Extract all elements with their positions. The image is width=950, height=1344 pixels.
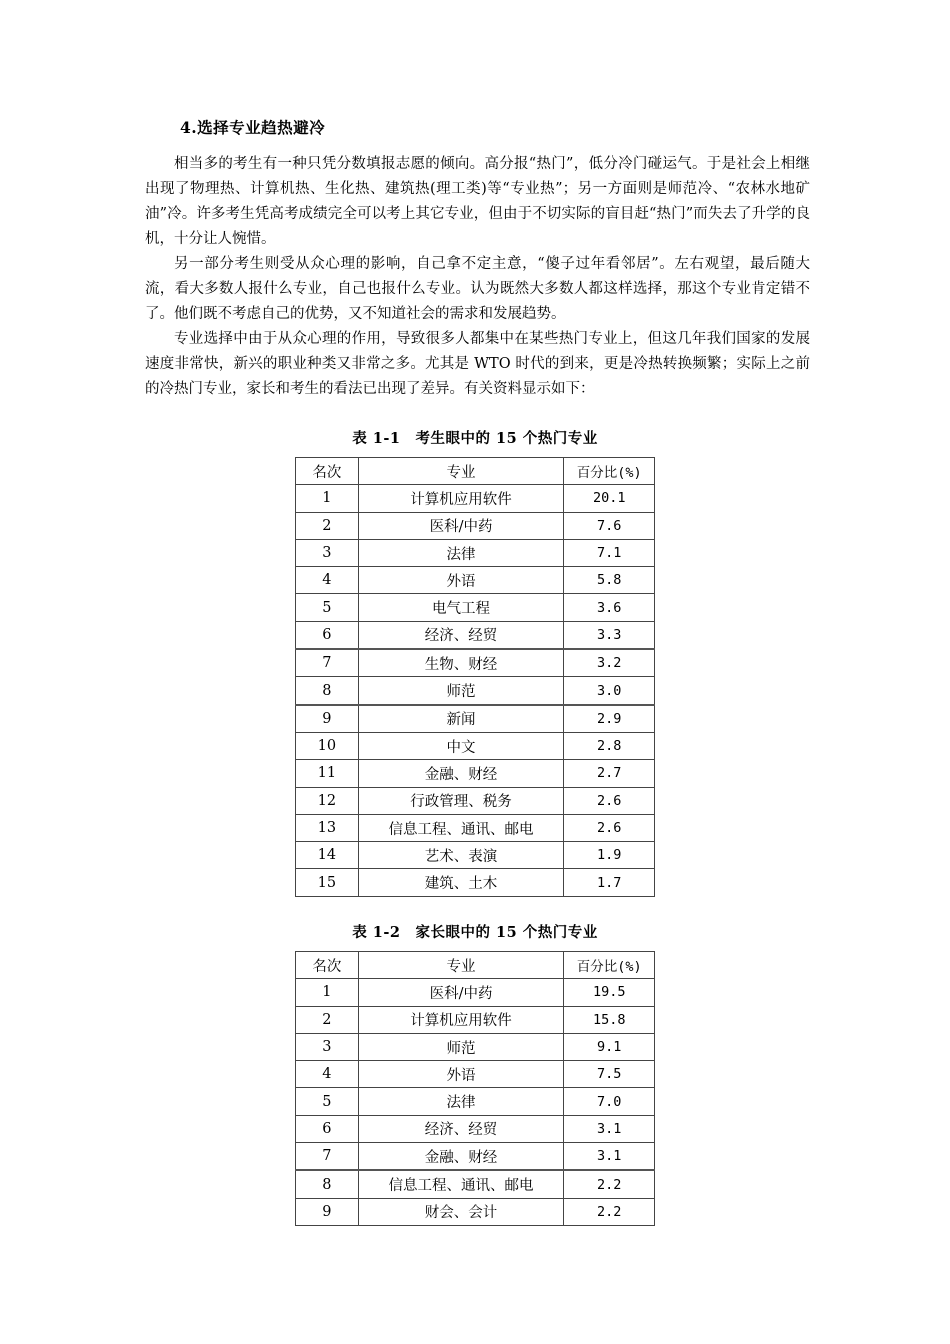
table-row bbox=[296, 594, 655, 621]
table-row bbox=[296, 621, 655, 649]
percent-cell: 9.1 bbox=[564, 1033, 655, 1060]
rank-cell: 3 bbox=[296, 1033, 359, 1060]
percent-cell: 3.1 bbox=[564, 1115, 655, 1142]
rank-cell: 7 bbox=[296, 1143, 359, 1171]
paragraph: 另一部分考生则受从众心理的影响，自己拿不定主意，“傻子过年看邻居”。左右观望，最后随大流，看大多数人报什么专业，自己也报什么专业。认为既然大多数人都这样选择，那这个专业肯定错不了。他们既不考虑自己的优势，又不知道社会的需求和发展趋势。 bbox=[145, 256, 810, 322]
major-cell: 法律 bbox=[358, 1088, 564, 1115]
percent-cell: 3.3 bbox=[564, 621, 655, 649]
major-cell: 师范 bbox=[358, 1033, 564, 1060]
body-text bbox=[145, 152, 810, 402]
percent-cell: 7.0 bbox=[564, 1088, 655, 1115]
table-row bbox=[296, 1115, 655, 1142]
major-cell: 计算机应用软件 bbox=[358, 485, 564, 512]
percent-cell: 2.2 bbox=[564, 1170, 655, 1198]
table-row bbox=[296, 705, 655, 733]
table-row bbox=[296, 1143, 655, 1171]
table-row bbox=[296, 1088, 655, 1115]
student-hot-majors-table bbox=[295, 457, 655, 897]
rank-cell: 5 bbox=[296, 1088, 359, 1115]
percent-cell: 19.5 bbox=[564, 979, 655, 1006]
major-cell: 外语 bbox=[358, 567, 564, 594]
major-cell: 信息工程、通讯、邮电 bbox=[358, 1170, 564, 1198]
column-header-percent: 百分比(%) bbox=[564, 458, 655, 485]
major-cell: 医科/中药 bbox=[358, 979, 564, 1006]
table2-caption: 表 1-2 家长眼中的 15 个热门专业 bbox=[352, 924, 598, 941]
rank-cell: 4 bbox=[296, 1061, 359, 1088]
table-row bbox=[296, 512, 655, 539]
table-row bbox=[296, 979, 655, 1006]
percent-cell: 7.6 bbox=[564, 512, 655, 539]
table-row bbox=[296, 539, 655, 566]
percent-cell: 2.9 bbox=[564, 705, 655, 733]
table-row bbox=[296, 787, 655, 814]
major-cell: 计算机应用软件 bbox=[358, 1006, 564, 1033]
rank-cell: 2 bbox=[296, 512, 359, 539]
percent-cell: 3.6 bbox=[564, 594, 655, 621]
table-row bbox=[296, 760, 655, 787]
table-row bbox=[296, 1033, 655, 1060]
rank-cell: 8 bbox=[296, 1170, 359, 1198]
column-header-percent: 百分比(%) bbox=[564, 952, 655, 979]
major-cell: 外语 bbox=[358, 1061, 564, 1088]
table-row bbox=[296, 567, 655, 594]
major-cell: 财会、会计 bbox=[358, 1198, 564, 1225]
major-cell: 医科/中药 bbox=[358, 512, 564, 539]
percent-cell: 2.6 bbox=[564, 787, 655, 814]
rank-cell: 2 bbox=[296, 1006, 359, 1033]
rank-cell: 9 bbox=[296, 1198, 359, 1225]
percent-cell: 3.0 bbox=[564, 677, 655, 705]
rank-cell: 10 bbox=[296, 732, 359, 759]
major-cell: 中文 bbox=[358, 732, 564, 759]
rank-cell: 1 bbox=[296, 485, 359, 512]
percent-cell: 2.6 bbox=[564, 814, 655, 841]
rank-cell: 6 bbox=[296, 1115, 359, 1142]
major-cell: 经济、经贸 bbox=[358, 621, 564, 649]
major-cell: 电气工程 bbox=[358, 594, 564, 621]
table1-caption: 表 1-1 考生眼中的 15 个热门专业 bbox=[352, 430, 598, 447]
rank-cell: 5 bbox=[296, 594, 359, 621]
rank-cell: 14 bbox=[296, 842, 359, 869]
rank-cell: 13 bbox=[296, 814, 359, 841]
table-row bbox=[296, 1061, 655, 1088]
percent-cell: 1.9 bbox=[564, 842, 655, 869]
table-row bbox=[296, 1006, 655, 1033]
major-cell: 师范 bbox=[358, 677, 564, 705]
percent-cell: 1.7 bbox=[564, 869, 655, 896]
table-row bbox=[296, 649, 655, 677]
major-cell: 金融、财经 bbox=[358, 1143, 564, 1171]
percent-cell: 2.8 bbox=[564, 732, 655, 759]
column-header-major: 专业 bbox=[358, 458, 564, 485]
percent-cell: 2.7 bbox=[564, 760, 655, 787]
table-header-row bbox=[296, 952, 655, 979]
percent-cell: 20.1 bbox=[564, 485, 655, 512]
rank-cell: 15 bbox=[296, 869, 359, 896]
major-cell: 信息工程、通讯、邮电 bbox=[358, 814, 564, 841]
major-cell: 艺术、表演 bbox=[358, 842, 564, 869]
paragraph: 专业选择中由于从众心理的作用，导致很多人都集中在某些热门专业上，但这几年我们国家的发展速度非常快，新兴的职业种类又非常之多。尤其是 WTO 时代的到来，更是冷热转换频繁；实际上之前的冷热门专业，家长和考生的看法已出现了差异。有关资料显示如下： bbox=[145, 331, 810, 397]
column-header-rank: 名次 bbox=[296, 952, 359, 979]
table-row bbox=[296, 677, 655, 705]
major-cell: 新闻 bbox=[358, 705, 564, 733]
rank-cell: 11 bbox=[296, 760, 359, 787]
table-row bbox=[296, 842, 655, 869]
major-cell: 建筑、土木 bbox=[358, 869, 564, 896]
parent-hot-majors-table bbox=[295, 951, 655, 1226]
rank-cell: 3 bbox=[296, 539, 359, 566]
percent-cell: 5.8 bbox=[564, 567, 655, 594]
table-row bbox=[296, 1170, 655, 1198]
rank-cell: 7 bbox=[296, 649, 359, 677]
rank-cell: 12 bbox=[296, 787, 359, 814]
major-cell: 行政管理、税务 bbox=[358, 787, 564, 814]
percent-cell: 15.8 bbox=[564, 1006, 655, 1033]
table-row bbox=[296, 485, 655, 512]
rank-cell: 9 bbox=[296, 705, 359, 733]
major-cell: 生物、财经 bbox=[358, 649, 564, 677]
major-cell: 法律 bbox=[358, 539, 564, 566]
percent-cell: 7.1 bbox=[564, 539, 655, 566]
section-heading: 4.选择专业趋热避冷 bbox=[180, 118, 326, 137]
paragraph: 相当多的考生有一种只凭分数填报志愿的倾向。高分报“热门”，低分冷门碰运气。于是社会上相继出现了物理热、计算机热、生化热、建筑热(理工类)等“专业热”；另一方面则是师范冷、“农林水地矿油”冷。许多考生凭高考成绩完全可以考上其它专业，但由于不切实际的盲目赶“热门”而失去了升学的良机，十分让人惋惜。 bbox=[145, 156, 810, 247]
table-row bbox=[296, 1198, 655, 1225]
percent-cell: 3.1 bbox=[564, 1143, 655, 1171]
major-cell: 金融、财经 bbox=[358, 760, 564, 787]
table-header-row bbox=[296, 458, 655, 485]
rank-cell: 1 bbox=[296, 979, 359, 1006]
table-row bbox=[296, 869, 655, 896]
major-cell: 经济、经贸 bbox=[358, 1115, 564, 1142]
percent-cell: 7.5 bbox=[564, 1061, 655, 1088]
rank-cell: 4 bbox=[296, 567, 359, 594]
column-header-rank: 名次 bbox=[296, 458, 359, 485]
percent-cell: 2.2 bbox=[564, 1198, 655, 1225]
percent-cell: 3.2 bbox=[564, 649, 655, 677]
rank-cell: 8 bbox=[296, 677, 359, 705]
table-row bbox=[296, 732, 655, 759]
column-header-major: 专业 bbox=[358, 952, 564, 979]
table-row bbox=[296, 814, 655, 841]
rank-cell: 6 bbox=[296, 621, 359, 649]
